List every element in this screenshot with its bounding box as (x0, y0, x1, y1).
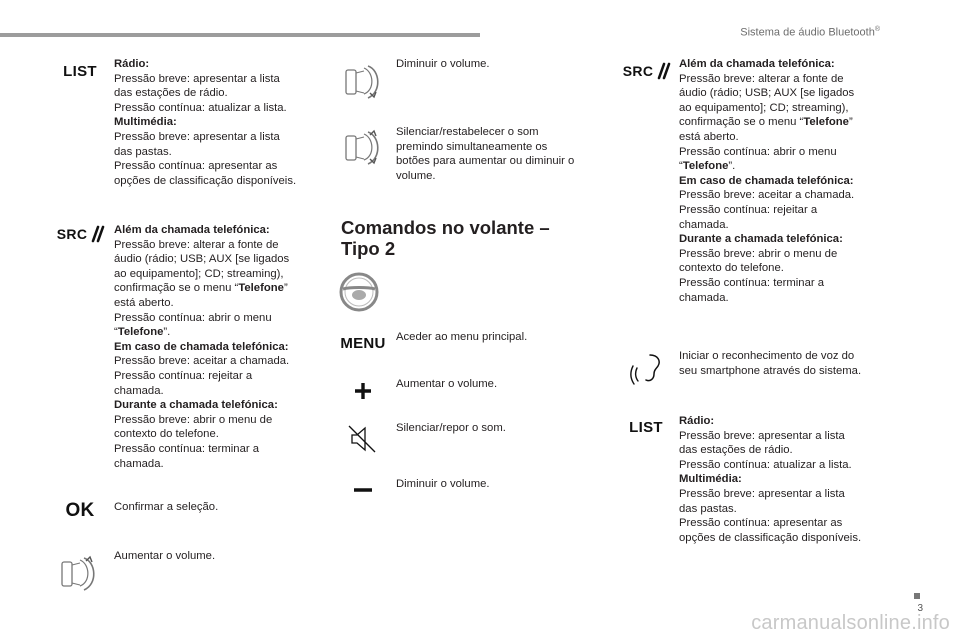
plus-description: Aumentar o volume. (396, 378, 498, 390)
list-description: Rádio: Pressão breve: apresentar a lista das estações de rádio. Pressão contínua: atualizar a lista. Multimédia: Pressão breve: apresentar a lista das pastas. Pressão contínua: apresentar as opções de classificação disponíveis. (114, 58, 297, 187)
page-header (740, 26, 880, 39)
footer-marker (914, 593, 920, 599)
voice-description: Iniciar o reconhecimento de voz do seu smartphone através do sistema. (679, 350, 862, 377)
list-description-2: Rádio: Pressão breve: apresentar a lista das estações de rádio. Pressão contínua: atualizar a lista. Multimédia: Pressão breve: apresentar a lista das pastas. Pressão contínua: apresentar as opções de classificação disponíveis. (679, 415, 862, 544)
voice-recognition-icon (628, 352, 664, 386)
plus-icon (352, 380, 374, 402)
minus-description: Diminuir o volume. (396, 478, 490, 490)
list-button-icon-2: LIST (629, 418, 663, 436)
ok-description: Confirmar a seleção. (114, 501, 219, 513)
header-title: Sistema de áudio Bluetooth (740, 26, 875, 39)
page-number: 3 (917, 603, 923, 614)
src-button-icon: SRC (56, 223, 106, 245)
speaker-mute-icon (346, 423, 378, 455)
src-description: Além da chamada telefónica: Pressão breve: alterar a fonte de áudio (rádio; USB; AUX [se ligados ao equipamento]; CD; streaming), confirmação se o menu “Telefone” está aberto. Pressão contínua: abrir o menu “Telefone”. Em caso de chamada telefónica: Pressão breve: aceitar a chamada. Pressão contínua: rejeitar a chamada. Durante a chamada telefónica: Pressão breve: abrir o menu de contexto do telefone. Pressão contínua: terminar a chamada. (114, 224, 290, 470)
volume-wheel-down-icon (340, 60, 386, 102)
src-description-2: Além da chamada telefónica: Pressão breve: alterar a fonte de áudio (rádio; USB; AUX [se ligados ao equipamento]; CD; streaming), confirmação se o menu “Telefone” está aberto. Pressão contínua: abrir o menu “Telefone”. Em caso de chamada telefónica: Pressão breve: aceitar a chamada. Pressão contínua: rejeitar a chamada. Durante a chamada telefónica: Pressão breve: abrir o menu de contexto do telefone. Pressão contínua: terminar a chamada. (679, 58, 855, 304)
minus-icon (352, 484, 374, 496)
section-title: Comandos no volante – Tipo 2 (341, 217, 550, 259)
volume-up-description: Aumentar o volume. (114, 550, 216, 562)
menu-button-icon: MENU (340, 334, 386, 352)
steering-wheel-icon (338, 271, 380, 313)
watermark: carmanualsonline.info (751, 612, 950, 634)
mute-wheel-description: Silenciar/restabelecer o som premindo simultaneamente os botões para aumentar ou diminuir o volume. (396, 126, 575, 182)
mute-description: Silenciar/repor o som. (396, 422, 506, 434)
volume-down-description: Diminuir o volume. (396, 58, 490, 70)
phone-slash-icon (89, 225, 105, 243)
top-rule (0, 33, 480, 37)
volume-wheel-mute-icon (340, 126, 386, 168)
phone-slash-icon (655, 62, 671, 80)
src-button-icon-2: SRC (622, 60, 672, 82)
list-button-icon: LIST (63, 62, 97, 80)
menu-description: Aceder ao menu principal. (396, 331, 528, 343)
volume-wheel-up-icon (56, 552, 102, 594)
ok-button-icon: OK (65, 500, 95, 521)
registered-mark: ® (874, 26, 880, 33)
